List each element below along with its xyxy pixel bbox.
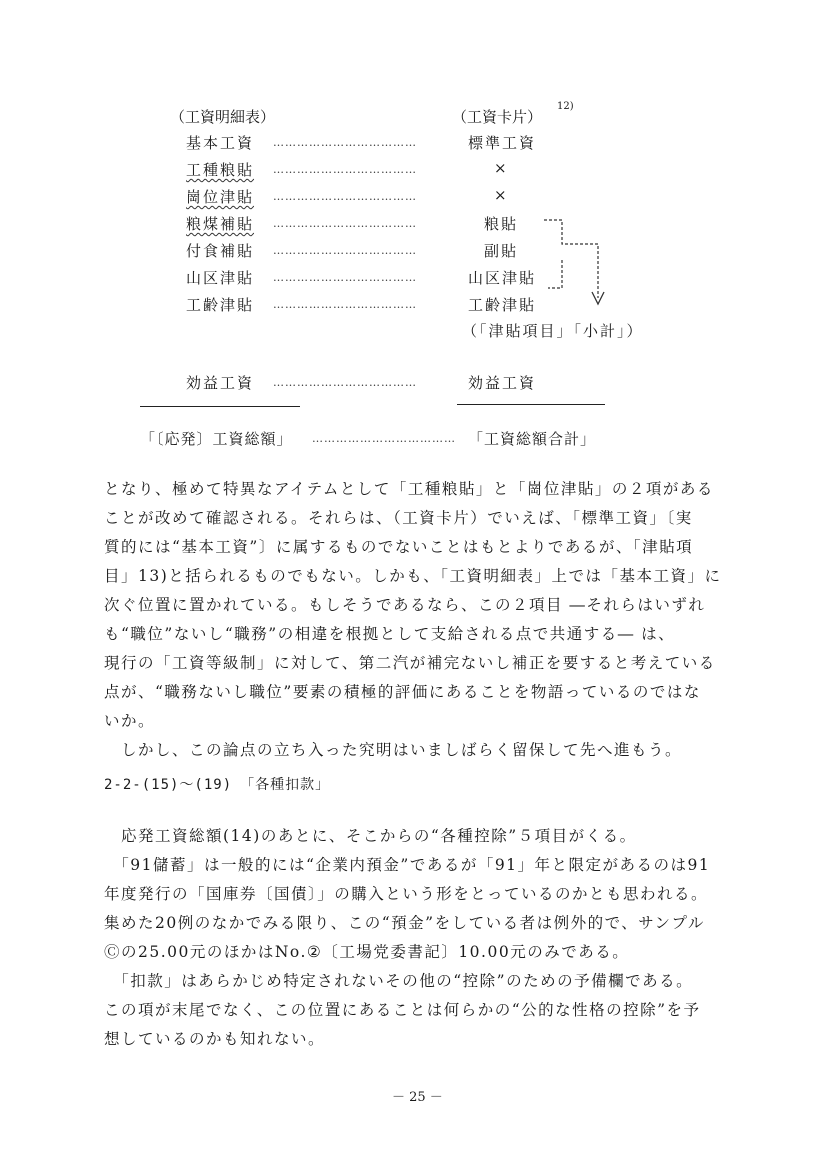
- body-line: 点が、“職務ないし職位”要素の積極的評価にあることを物語っているのではな: [104, 683, 701, 701]
- section-line: Ⓒの25.00元のほかはNo.②〔工場党委書記〕10.00元のみである。: [104, 943, 630, 961]
- page-number: － 25 －: [392, 1090, 443, 1105]
- row-label-seniority-allowance: 工齢津貼: [186, 296, 255, 314]
- section-line: 応発工資総額(14)のあとに、そこからの“各種控除”５項目がくる。: [104, 827, 637, 845]
- body-line: ことが改めて確認される。それらは、（工資卡片）でいえば、「標準工資」〔実: [104, 509, 693, 527]
- row-label-grain-coal-subsidy: [186, 213, 254, 234]
- section-body-text: [104, 822, 744, 1054]
- leader-dots: ………………………………: [273, 217, 417, 230]
- row-value-side-subsidy: 副貼: [484, 242, 519, 260]
- row-label-position-allowance: [186, 186, 254, 207]
- body-line: しかし、この論点の立ち入った究明はいましばらく留保して先へ進もう。: [104, 741, 683, 759]
- sum-rule-right: [457, 404, 605, 405]
- body-line: も“職位”ないし“職務”の相違を根拠として支給される点で共通する― は、: [104, 625, 676, 643]
- row-label-mountain-allowance: 山区津貼: [186, 269, 255, 287]
- highlighted-item: 工種粮貼: [186, 161, 255, 179]
- total-value: 「工資総額合計」: [468, 430, 597, 448]
- section-line: 年度発行の「国庫券〔国債〕」の購入という形をとっているのかとも思われる。: [104, 885, 708, 903]
- sum-rule-left: [140, 406, 300, 407]
- leader-dots: ………………………………: [273, 136, 417, 149]
- row-label-job-allowance: [186, 159, 254, 180]
- body-line: 現行の「工資等級制」に対して、第二汽が補完ないし補正を要すると考えている: [104, 654, 716, 672]
- highlighted-item: 粮煤補貼: [186, 215, 255, 233]
- row-value-mountain-allowance: 山区津貼: [468, 269, 537, 287]
- section-line: 集めた20例のなかでみる限り、この“預金”をしている者は例外的で、サンプル: [104, 914, 705, 932]
- section-line: この項が末尾でなく、この位置にあることは何らかの“公的な性格の控除”を予: [104, 1001, 701, 1019]
- leader-dots: ………………………………: [273, 271, 417, 284]
- body-text: [104, 475, 744, 765]
- left-column-header: （工資明細表）: [170, 108, 276, 126]
- total-label: 「〔応発〕工資総額」: [140, 430, 293, 448]
- row-value-grain-subsidy: 粮貼: [484, 215, 519, 233]
- row-value-seniority-allowance: 工齢津貼: [468, 296, 537, 314]
- body-line: 目」13)と括られるものでもない。しかも、「工資明細表」上では「基本工資」に: [104, 567, 722, 585]
- footnote-ref-12: 12): [557, 101, 574, 112]
- row-label-bonus-wage: 効益工資: [186, 374, 255, 392]
- body-line: 質的には“基本工資”〕に属するものでないことはもとよりであるが、「津貼項: [104, 538, 694, 556]
- section-line: 想しているのかも知れない。: [104, 1030, 326, 1048]
- row-value-none: ×: [494, 186, 509, 204]
- leader-dots: ………………………………: [273, 298, 417, 311]
- subtotal-note: （「津貼項目」「小計」）: [462, 322, 644, 340]
- highlighted-item: 崗位津貼: [186, 188, 255, 206]
- leader-dots: ………………………………: [273, 376, 417, 389]
- leader-dots: ………………………………: [273, 163, 417, 176]
- row-label-food-subsidy: 付食補貼: [186, 242, 255, 260]
- row-label-basic-wage: 基本工資: [186, 134, 255, 152]
- right-column-header: （工資卡片）: [452, 108, 543, 126]
- section-line: 「扣款」はあらかじめ特定されないその他の“控除”のための予備欄である。: [104, 972, 694, 990]
- body-line: 次ぐ位置に置かれている。もしそうであるなら、この２項目 ―それらはいずれ: [104, 596, 706, 614]
- section-heading: 2-2-(15)～(19) 「各種扣款」: [104, 777, 331, 793]
- row-value-bonus-wage: 効益工資: [468, 374, 537, 392]
- row-value-none: ×: [494, 159, 509, 177]
- leader-dots: ………………………………: [312, 432, 456, 445]
- section-line: 「91儲蓄」は一般的には“企業内預金”であるが「91」年と限定があるのは91: [104, 856, 711, 874]
- leader-dots: ………………………………: [273, 244, 417, 257]
- row-value-standard-wage: 標準工資: [468, 134, 537, 152]
- body-line: となり、極めて特異なアイテムとして「工種粮貼」と「崗位津貼」の２項がある: [104, 480, 714, 498]
- leader-dots: ………………………………: [273, 190, 417, 203]
- body-line: いか。: [104, 712, 156, 730]
- bracket-arrow-connector: [536, 212, 606, 312]
